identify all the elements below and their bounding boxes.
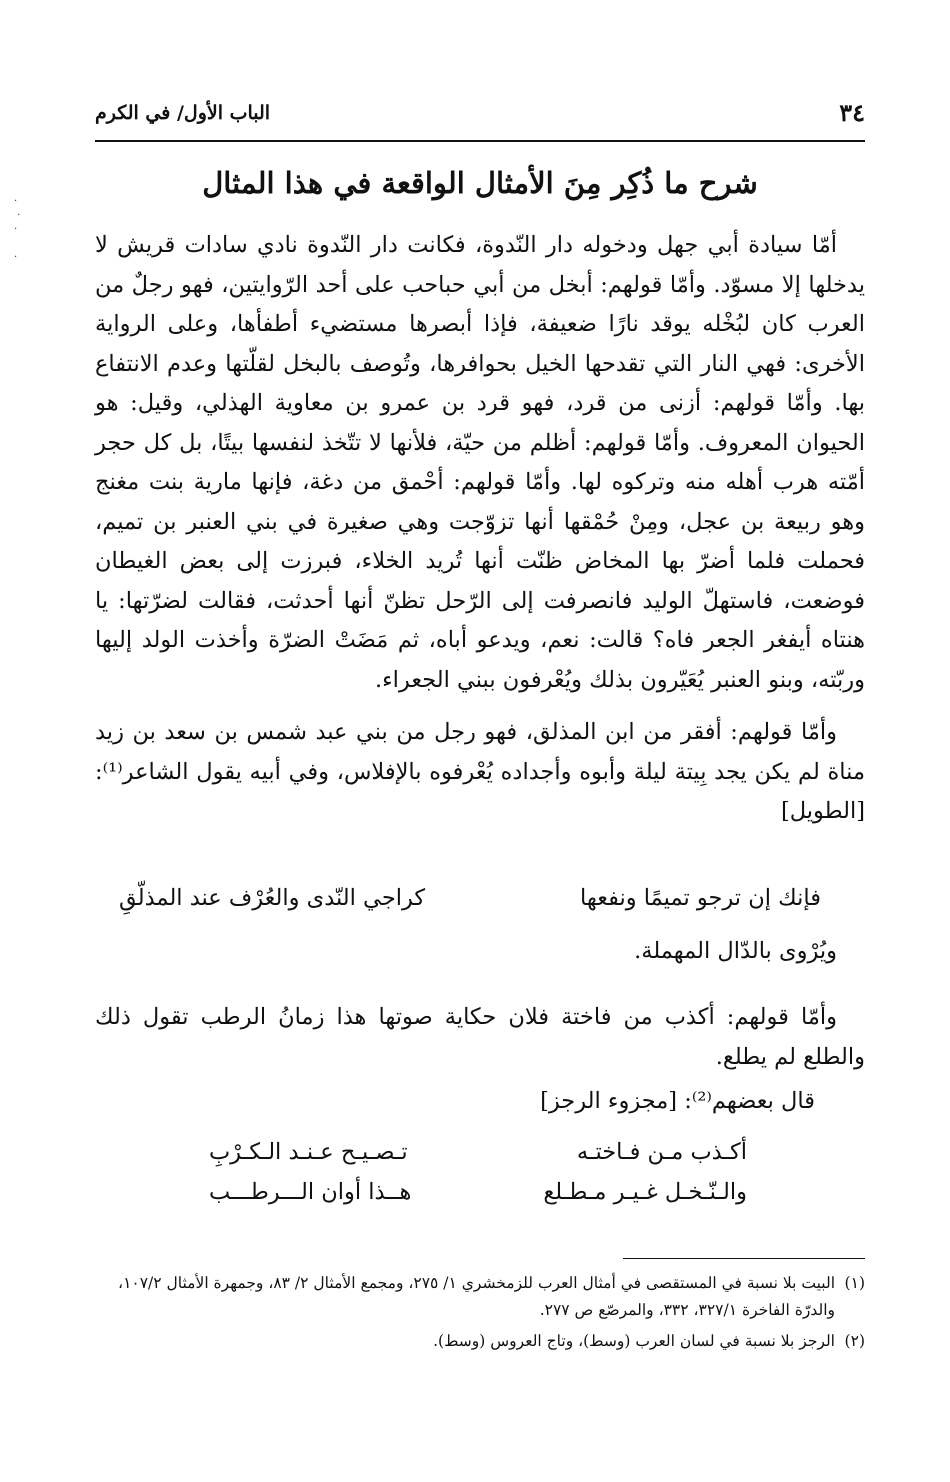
footnote-divider [623, 1258, 865, 1259]
footnote-text: البيت بلا نسبة في المستقصى في أمثال العرب للزمخشري ١/ ٢٧٥، ومجمع الأمثال ٢/ ٨٣، وجمهرة الأمثال ١٠٧/٢، والدرّة الفاخرة ٣٢٧/١، ٣٣٢، والمرصّع ص ٢٧٧. [118, 1274, 835, 1319]
verse-line [209, 1132, 747, 1172]
verse-intro: قال بعضهم⁽²⁾: [مجزوء الرجز] [540, 1088, 815, 1114]
footnote-text: الرجز بلا نسبة في لسان العرب (وسط)، وتاج العروس (وسط). [433, 1332, 835, 1350]
section-title: شرح ما ذُكِر مِنَ الأمثال الواقعة في هذا المثال [202, 166, 758, 200]
verse-line [119, 878, 821, 918]
page-number: ٣٤ [839, 98, 865, 127]
verse-right-hemistich: أكـذب مـن فـاختـه [576, 1139, 747, 1165]
variant-reading-note: ويُرْوى بالدّال المهملة. [634, 938, 837, 964]
verse-2 [209, 1132, 747, 1212]
book-page [95, 92, 865, 1452]
verse-right-hemistich: فإنك إن ترجو تميمًا ونفعها [580, 885, 821, 911]
footnotes [95, 1270, 865, 1359]
paragraph-3: وأمّا قولهم: أكذب من فاختة فلان حكاية صوتها هذا زمانُ الرطب تقول ذلك والطلع لم يطلع. [95, 1004, 865, 1070]
footnote-number: (٢) [844, 1332, 865, 1350]
verse-1 [119, 878, 821, 918]
paragraph-2: وأمّا قولهم: أفقر من ابن المذلق، فهو رجل من بني عبد شمس بن سعد بن زيد مناة لم يكن يجد بِيتة ليلة وأبوه وأجداده يُعْرفوه بالإفلاس، وفي أبيه يقول الشاعر⁽¹⁾: [الطويل] [95, 719, 865, 824]
verse-left-hemistich: تـصـيـح عـنـد الـكـرْبِ [209, 1139, 408, 1165]
margin-speck-marks: · · · · [14, 196, 21, 263]
footnote-1 [95, 1270, 865, 1324]
footnote-2 [95, 1328, 865, 1355]
paragraph-1: أمّا سيادة أبي جهل ودخوله دار النّدوة، فكانت دار النّدوة نادي سادات قريش لا يدخلها إلا مسوّد. وأمّا قولهم: أبخل من أبي حباحب على أحد الرّوايتين، فهو رجلٌ من العرب كان لبُخْله يوقد نارًا ضعيفة، فإذا أبصرها مستضيء أطفأها، وعلى الرواية الأخرى: فهي النار التي تقدحها الخيل بحوافرها، وتُوصف بالبخل لقلّتها وعدم الانتفاع بها. وأمّا قولهم: أزنى من قرد، فهو قرد بن عمرو بن معاوية الهذلي، وقيل: هو الحيوان المعروف. وأمّا قولهم: أظلم من حيّة، فلأنها لا تتّخذ لنفسها بيتًا، بل كل حجر أمّته هرب أهله منه وتركوه لها. وأمّا قولهم: أحْمق من دغة، فإنها مارية بنت مغنج وهو ربيعة بن عجل، ومِنْ حُمْقها أنها تزوّجت وهي صغيرة في بني العنبر بن تميم، فحملت فلما أضرّ بها المخاض ظنّت أنها تُريد الخلاء، فبرزت إلى بعض الغيطان فوضعت، فاستهلّ الوليد فانصرفت إلى الرّحل تظنّ أنها أحدثت، فقالت لضرّتها: يا هنتاه أيفغر الجعر فاه؟ قالت: نعم، ويدعو أباه، ثم مَضَتْ الضرّة وأخذت الولد إليها وربّته، وبنو العنبر يُعَيّرون بذلك ويُعْرفون ببني الجعراء. [95, 232, 866, 693]
verse-left-hemistich: كراجي النّدى والعُرْف عند المذلّقِ [119, 885, 426, 911]
header-divider [95, 140, 865, 142]
verse-right-hemistich: والـنّـخـل غـيـر مـطـلع [543, 1179, 747, 1205]
footnote-number: (١) [844, 1274, 865, 1292]
verse-left-hemistich: هــذا أوان الـــرطـــب [209, 1179, 412, 1205]
chapter-title: الباب الأول/ في الكرم [95, 102, 271, 124]
main-text [95, 226, 865, 832]
verse-line [209, 1172, 747, 1212]
running-head [95, 92, 865, 136]
